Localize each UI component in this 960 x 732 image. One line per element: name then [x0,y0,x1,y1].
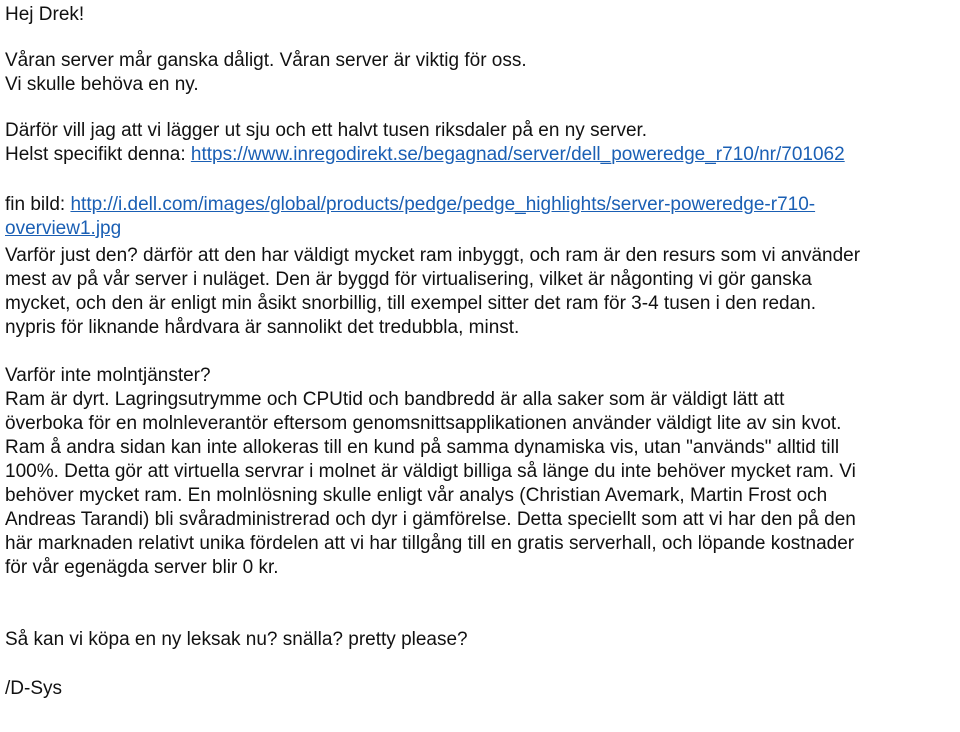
cloud-line-4: 100%. Detta gör att virtuella servrar i molnet är väldigt billiga så länge du inte behöver mycket ram. Vi [5,461,856,482]
cloud-line-6: Andreas Tarandi) bli svåradministrerad och dyr i gämförelse. Detta speciellt som att vi har den på den [5,509,856,530]
cloud-question: Varför inte molntjänster? [5,365,211,386]
image-prefix: fin bild: [5,194,71,215]
request-prefix: Helst specifikt denna: [5,144,191,165]
closing-line: Så kan vi köpa en ny leksak nu? snälla? pretty please? [5,629,468,650]
cloud-line-1: Ram är dyrt. Lagringsutrymme och CPUtid och bandbredd är alla saker som är väldigt lätt att [5,389,785,410]
why-line-2: mest av på vår server i nuläget. Den är byggd för virtualisering, vilket är någonting vi gör ganska [5,269,812,290]
cloud-line-7: här marknaden relativt unika fördelen att vi har tillgång till en gratis serverhall, och löpande kostnader [5,533,855,554]
intro-line-1: Våran server mår ganska dåligt. Våran server är viktig för oss. [5,50,527,71]
cloud-line-2: överboka för en molnleverantör eftersom genomsnittsapplikationen använder väldigt lite av sin kvot. [5,413,842,434]
greeting: Hej Drek! [5,4,85,25]
why-line-1: Varför just den? därför att den har väldigt mycket ram inbyggt, och ram är den resurs som vi använder [5,245,861,266]
cloud-line-3: Ram å andra sidan kan inte allokeras till en kund på samma dynamiska vis, utan "används" alltid till [5,437,840,458]
image-line-2 [5,217,121,241]
request-line-1: Därför vill jag att vi lägger ut sju och ett halvt tusen riksdaler på en ny server. [5,120,648,141]
intro-line-2: Vi skulle behöva en ny. [5,74,199,95]
request-line-2 [5,143,845,167]
image-line [5,193,815,217]
why-line-4: nypris för liknande hårdvara är sannolikt det tredubbla, minst. [5,317,520,338]
signature: /D-Sys [5,678,62,699]
image-link[interactable]: http://i.dell.com/images/global/products/pedge/pedge_highlights/server-poweredge-r710- [70,194,816,215]
cloud-line-8: för vår egenägda server blir 0 kr. [5,557,279,578]
why-line-3: mycket, och den är enligt min åsikt snorbillig, till exempel sitter det ram för 3-4 tusen i den redan. [5,293,817,314]
cloud-line-5: behöver mycket ram. En molnlösning skulle enligt vår analys (Christian Avemark, Martin Frost och [5,485,828,506]
product-link[interactable]: https://www.inregodirekt.se/begagnad/server/dell_poweredge_r710/nr/701062 [190,144,845,165]
image-link-continued[interactable]: overview1.jpg [5,218,122,239]
